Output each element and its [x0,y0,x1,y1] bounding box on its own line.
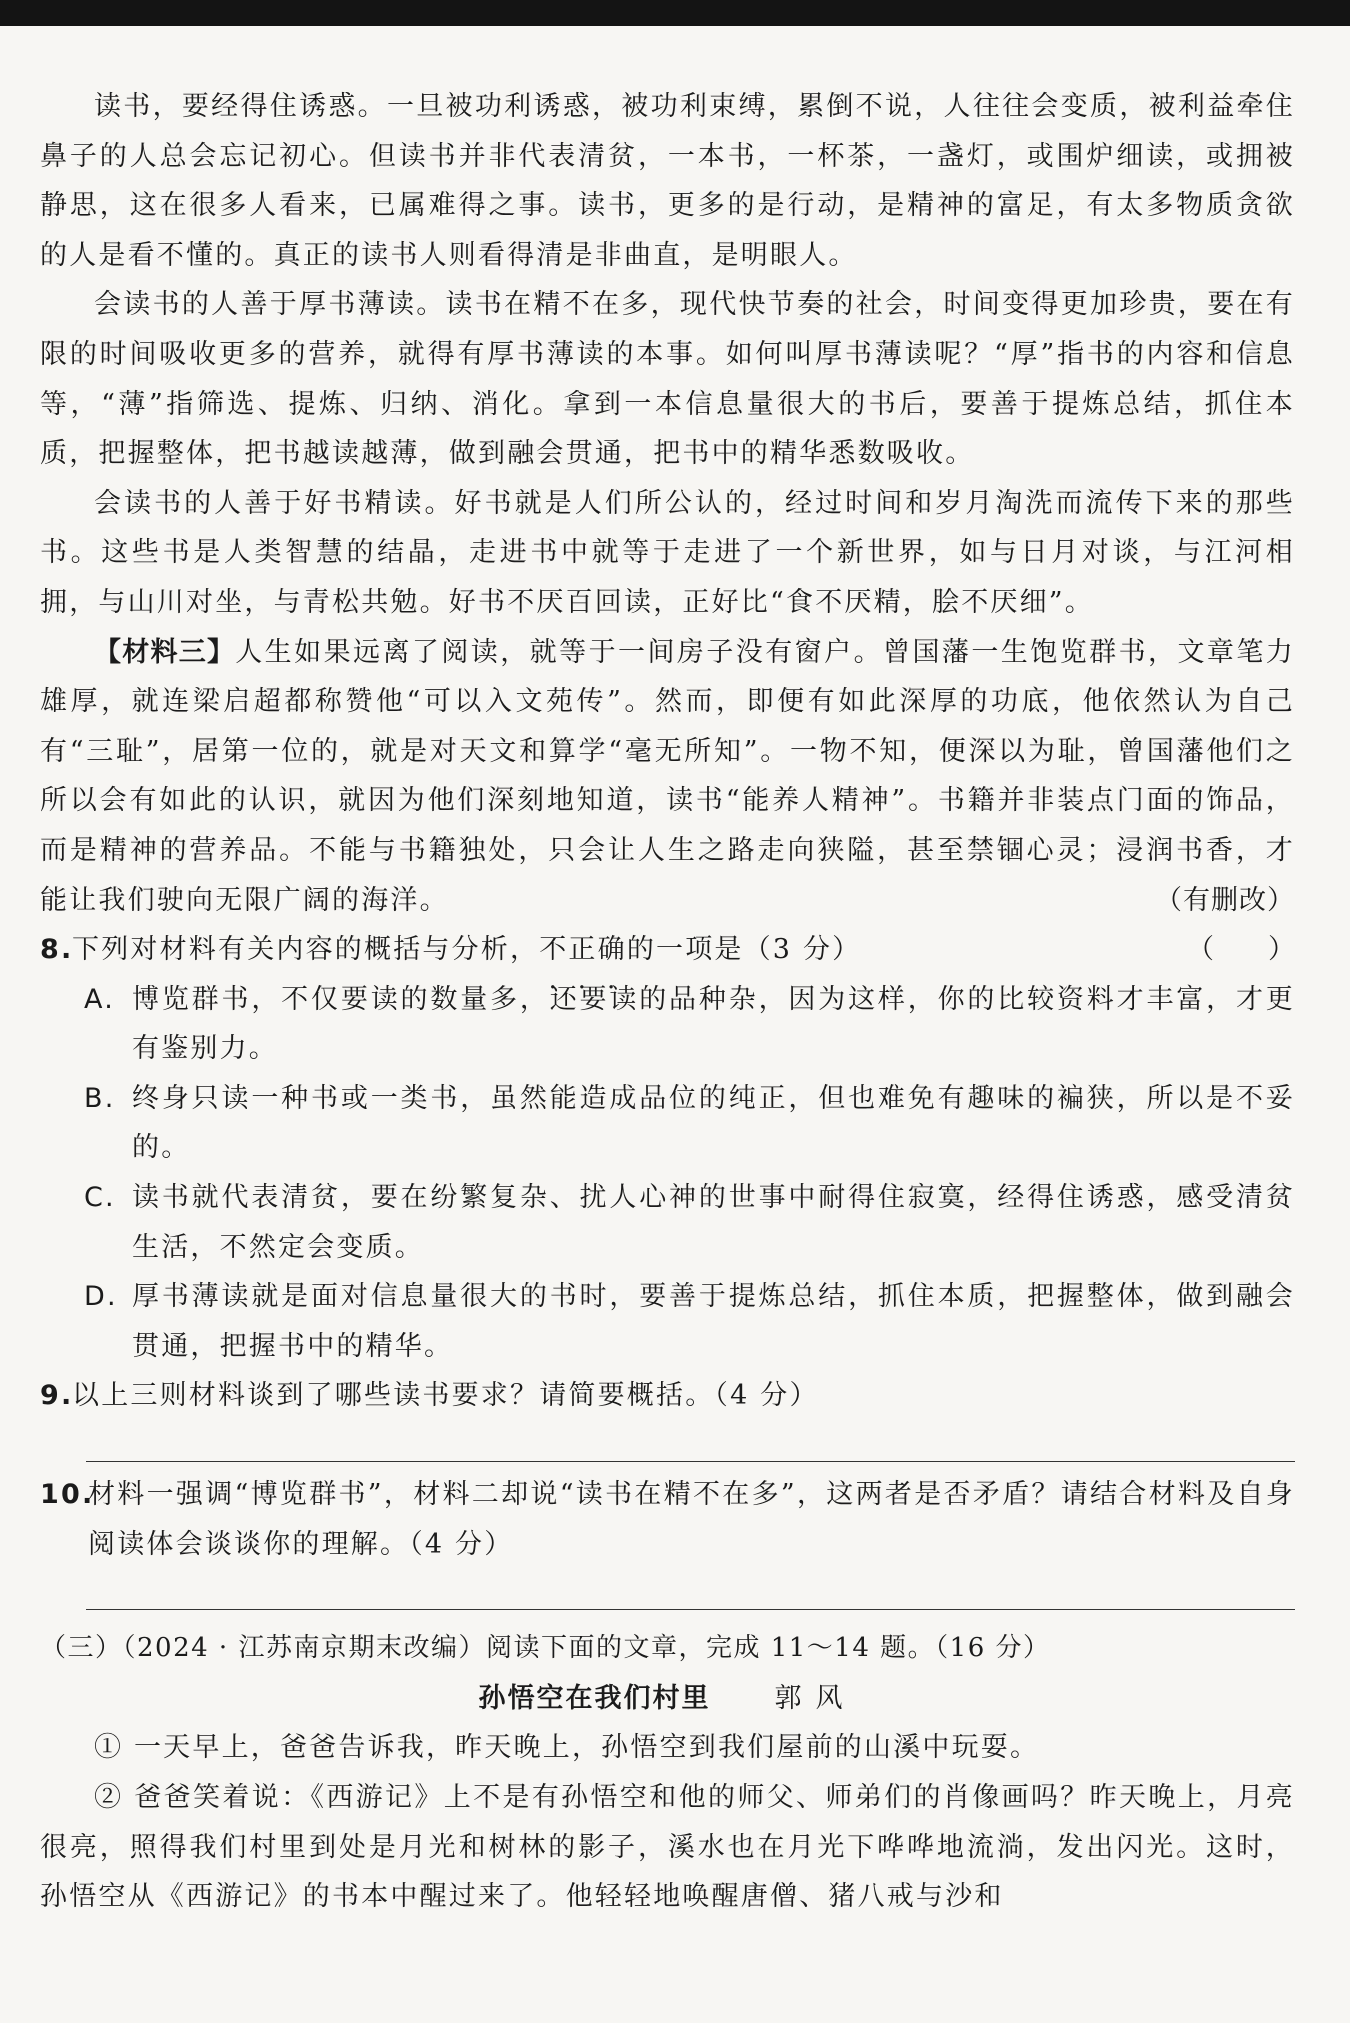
material-three-paragraph [40,628,1295,926]
material-three-label: 【材料三】 [94,636,236,668]
material-three-text: 人生如果远离了阅读，就等于一间房子没有窗户。曾国藩一生饱览群书，文章笔力雄厚，就连梁启超都称赞他“可以入文苑传”。然而，即便有如此深厚的功底，他依然认为自己有“三耻”，居第一位的，就是对天文和算学“毫无所知”。一物不知，便深以为耻，曾国藩他们之所以会有如此的认识，就因为他们深刻地知道，读书“能养人精神”。书籍并非装点门面的饰品，而是精神的营养品。不能与书籍独处，只会让人生之路走向狭隘，甚至禁锢心灵；浸润书香，才能让我们驶向无限广阔的海洋。 [40,636,1296,916]
question-10-text: 材料一强调“博览群书”，材料二却说“读书在精不在多”，这两者是否矛盾？请结合材料及自身阅读体会谈谈你的理解。（4 分） [88,1479,1295,1560]
section-three-header: （三）（2024 · 江苏南京期末改编）阅读下面的文章，完成 11～14 题。（16 分） [40,1633,1051,1664]
option-text: 终身只读一种书或一类书，虽然能造成品位的纯正，但也难免有趣味的褊狭，所以是不妥的。 [132,1082,1295,1164]
question-8-stem [40,925,1295,975]
option-letter: A. [84,983,115,1015]
article-paragraph-2: ② 爸爸笑着说：《西游记》上不是有孙悟空和他的师父、师弟们的肖像画吗？昨天晚上，月亮很亮，照得我们村里到处是月光和树林的影子，溪水也在月光下哗哗地流淌，发出闪光。这时，孙悟空从《西游记》的书本中醒过来了。他轻轻地唤醒唐僧、猪八戒与沙和 [40,1782,1295,1913]
article-paragraph-1: ① 一天早上，爸爸告诉我，昨天晚上，孙悟空到我们屋前的山溪中玩耍。 [94,1732,1040,1764]
exam-page [40,82,1295,1922]
answer-line-question-10[interactable] [86,1609,1295,1610]
emphasis-char: 不 [539,934,569,966]
option-letter: C. [84,1182,116,1214]
source-note: （有删改） [1155,884,1295,916]
option-letter: B. [84,1082,116,1114]
question-8-stem-before: 下列对材料有关内容的概括与分析， [72,934,540,966]
emphasis-char: 正 [568,934,598,966]
option-b[interactable] [40,1074,1295,1173]
question-10-number: 10. [40,1479,95,1511]
article-title-line [40,1674,1295,1724]
option-text: 读书就代表清贫，要在纷繁复杂、扰人心神的世事中耐得住寂寞，经得住诱惑，感受清贫生活，不然定会变质。 [132,1182,1295,1263]
option-text: 博览群书，不仅要读的数量多，还要读的品种杂，因为这样，你的比较资料才丰富，才更有鉴别力。 [132,983,1295,1065]
answer-line-question-9[interactable] [86,1461,1295,1462]
question-8-stem-after: 的一项是（3 分） [626,934,862,966]
option-text: 厚书薄读就是面对信息量很大的书时，要善于提炼总结，抓住本质，把握整体，做到融会贯通，把握书中的精华。 [132,1281,1295,1362]
page-top-edge [0,0,1350,26]
question-9-text: 以上三则材料谈到了哪些读书要求？请简要概括。（4 分） [72,1380,819,1412]
option-d[interactable] [40,1272,1295,1371]
question-9 [40,1371,1295,1421]
article-title: 孙悟空在我们村里 [478,1682,711,1714]
material-two-paragraph-3: 会读书的人善于好书精读。好书就是人们所公认的，经过时间和岁月淘洗而流传下来的那些书。这些书是人类智慧的结晶，走进书中就等于走进了一个新世界，如与日月对谈，与江河相拥，与山川对坐，与青松共勉。好书不厌百回读，正好比“食不厌精，脍不厌细”。 [40,487,1295,618]
article-author: 郭风 [774,1682,857,1714]
material-two-paragraph-2: 会读书的人善于厚书薄读。读书在精不在多，现代快节奏的社会，时间变得更加珍贵，要在有限的时间吸收更多的营养，就得有厚书薄读的本事。如何叫厚书薄读呢？“厚”指书的内容和信息等，“薄”指筛选、提炼、归纳、消化。拿到一本信息量很大的书后，要善于提炼总结，抓住本质，把握整体，把书越读越薄，做到融会贯通，把书中的精华悉数吸收。 [40,289,1295,470]
question-10 [40,1470,1295,1569]
option-a[interactable] [40,975,1295,1074]
material-two-paragraph-1: 读书，要经得住诱惑。一旦被功利诱惑，被功利束缚，累倒不说，人往往会变质，被利益牵住鼻子的人总会忘记初心。但读书并非代表清贫，一本书，一杯茶，一盏灯，或围炉细读，或拥被静思，这在很多人看来，已属难得之事。读书，更多的是行动，是精神的富足，有太多物质贪欲的人是看不懂的。真正的读书人则看得清是非曲直，是明眼人。 [40,91,1295,271]
option-c[interactable] [40,1173,1295,1272]
emphasis-char: 确 [597,934,627,966]
option-letter: D. [84,1281,118,1313]
question-9-number: 9. [40,1380,74,1412]
answer-blank[interactable]: （ ） [1187,934,1295,966]
question-8-number: 8. [40,934,74,966]
